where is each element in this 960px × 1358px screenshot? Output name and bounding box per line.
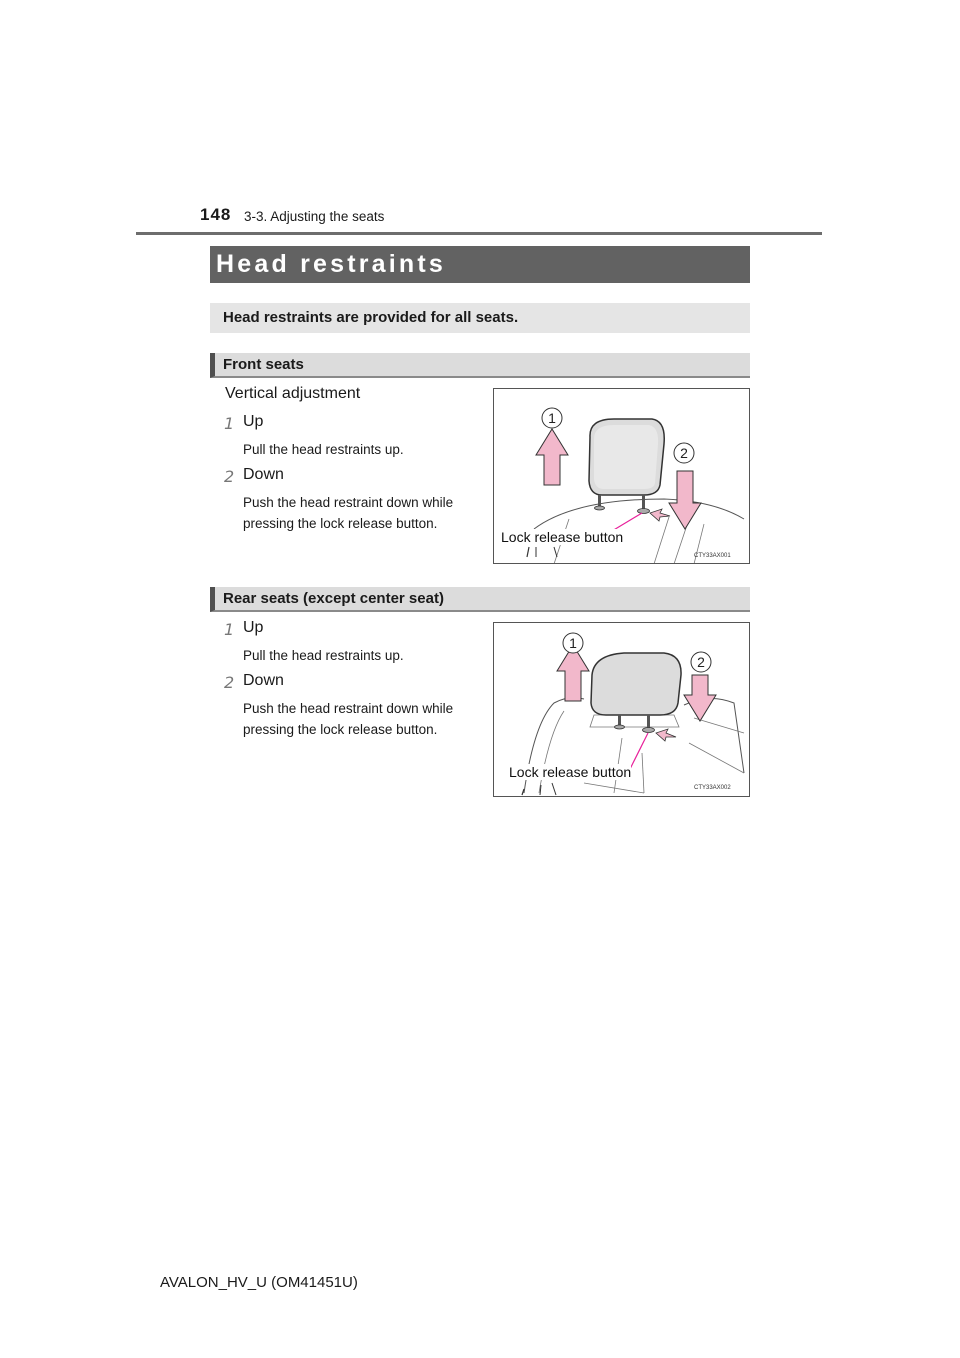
front-callout-1: 1	[548, 410, 556, 426]
rear-seats-heading: Rear seats (except center seat)	[223, 590, 444, 607]
front-callout-2: 2	[680, 445, 688, 461]
front-seat-illustration	[493, 388, 750, 564]
page-number: 148	[200, 205, 232, 224]
step-number: 1	[224, 414, 235, 433]
intro-text: Head restraints are provided for all seats.	[223, 309, 519, 326]
step-label-down: Down	[243, 466, 284, 483]
step-number: 2	[224, 673, 235, 692]
page-title: Head restraints	[216, 250, 447, 278]
step-label-down: Down	[243, 672, 284, 689]
lock-release-button-label: Lock release button	[501, 529, 624, 545]
step-label-up: Up	[243, 619, 264, 636]
step-number: 1	[224, 620, 235, 639]
vertical-adjustment-label: Vertical adjustment	[225, 385, 361, 402]
step-description: Push the head restraint down while	[243, 701, 454, 716]
step-description: pressing the lock release button.	[243, 516, 438, 531]
step-label-up: Up	[243, 413, 264, 430]
model-footer: AVALON_HV_U (OM41451U)	[160, 1274, 358, 1291]
lock-release-button-label: Lock release button	[509, 764, 632, 780]
step-description: pressing the lock release button.	[243, 722, 438, 737]
step-description: Pull the head restraints up.	[243, 648, 404, 663]
figure-code: CTY33AX001	[694, 553, 731, 559]
step-description: Pull the head restraints up.	[243, 442, 404, 457]
step-number: 2	[224, 467, 235, 486]
figure-code: CTY33AX002	[694, 785, 731, 791]
rear-seat-illustration	[493, 622, 750, 797]
rear-callout-2: 2	[697, 654, 705, 670]
header-divider	[136, 232, 822, 235]
rear-callout-1: 1	[569, 635, 577, 651]
front-seats-heading: Front seats	[223, 356, 304, 373]
section-reference: 3-3. Adjusting the seats	[244, 209, 385, 224]
step-description: Push the head restraint down while	[243, 495, 454, 510]
